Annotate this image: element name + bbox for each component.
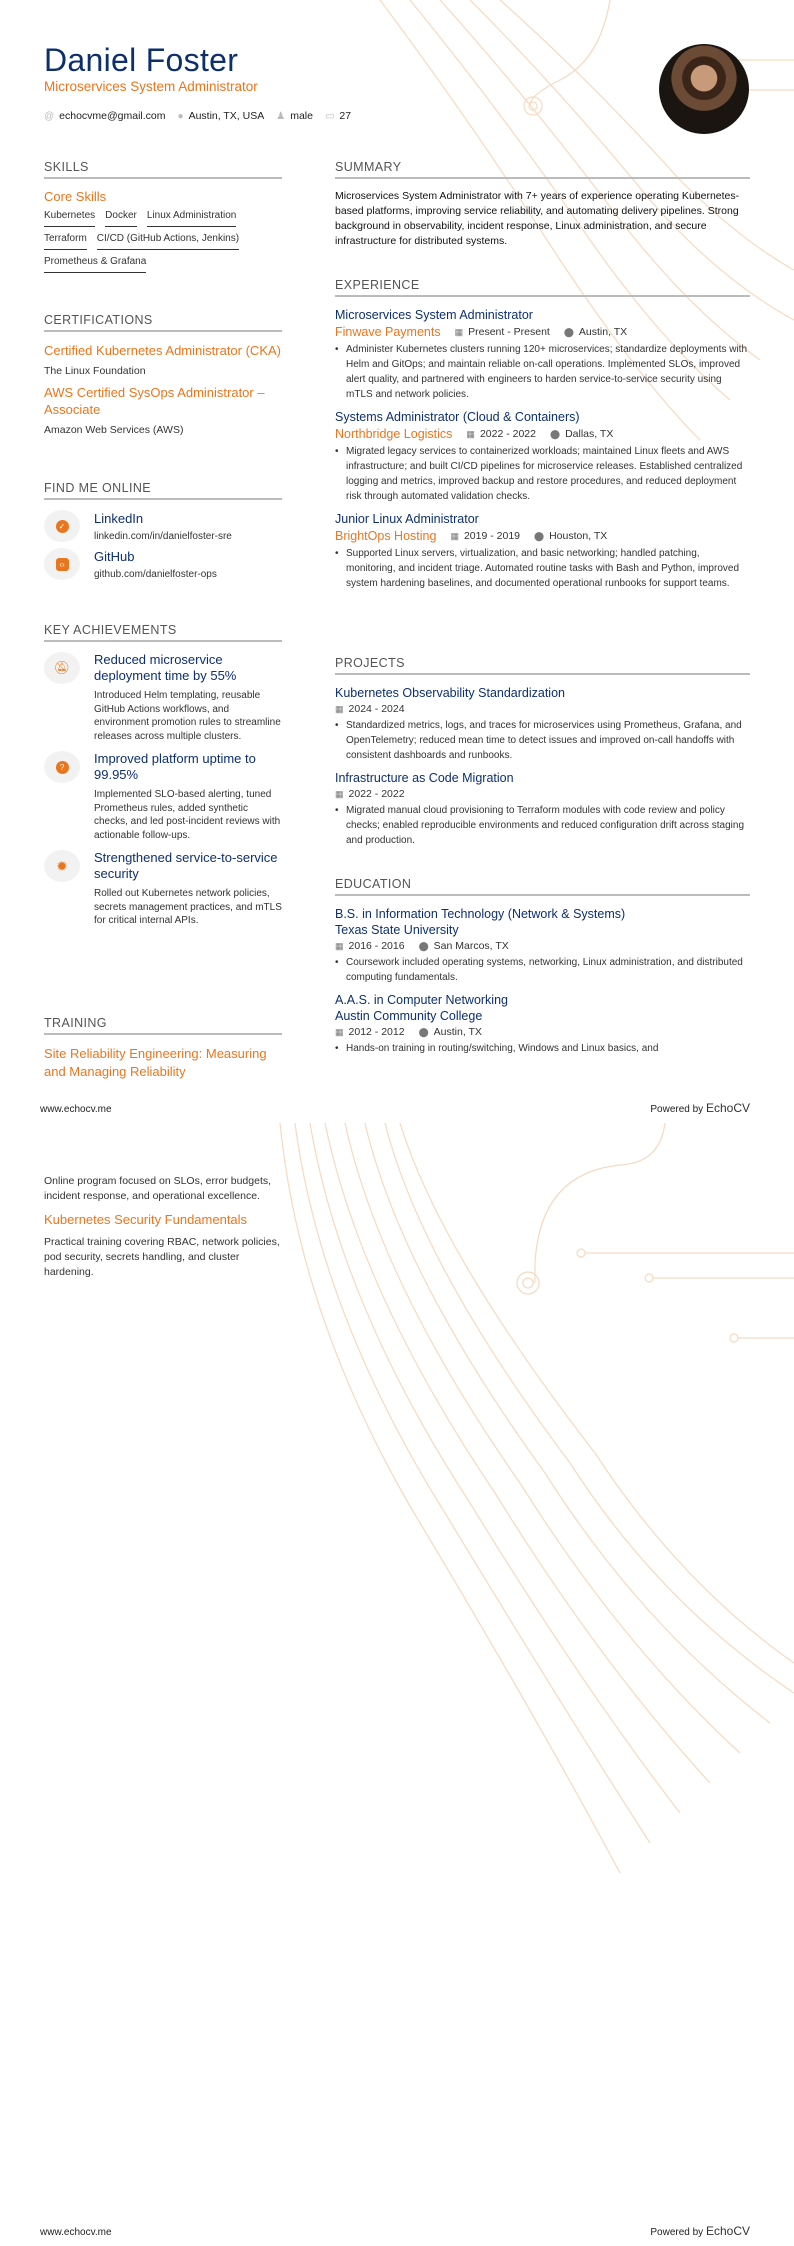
github-icon: ‹› (56, 558, 69, 571)
footer-site-link[interactable]: www.echocv.me (40, 1104, 112, 1115)
skill-tag: CI/CD (GitHub Actions, Jenkins) (97, 233, 239, 250)
cert-issuer: The Linux Foundation (44, 365, 146, 377)
school: Texas State University (335, 923, 459, 937)
achievement-item (44, 850, 282, 928)
link-url[interactable]: linkedin.com/in/danielfoster-sre (94, 531, 232, 542)
online-section (44, 481, 282, 586)
achievement-title: Strengthened service-to-service security (94, 850, 278, 881)
job-entry (335, 511, 750, 591)
location-pin-icon: ⬤ (563, 327, 574, 337)
company: Finwave Payments (335, 325, 441, 339)
contact-email[interactable]: @ echocvme@gmail.com (44, 110, 166, 122)
at-icon: @ (44, 111, 55, 122)
section-heading: FIND ME ONLINE (44, 481, 282, 500)
training-section (44, 1016, 282, 1081)
project-bullet: • Standardized metrics, logs, and traces for microservices using Prometheus, Grafana, and OpenTelemetry; reduced mean time to detect issues and improved on-call handoffs with consistent dashboards and runbooks. (335, 718, 750, 763)
project-title: Infrastructure as Code Migration (335, 771, 514, 785)
location-pin-icon: ⬤ (534, 531, 545, 541)
question-icon: ? (56, 761, 69, 774)
achievement-item (44, 751, 282, 842)
powered-label: Powered by (650, 1104, 704, 1115)
training-title: Kubernetes Security Fundamentals (44, 1212, 248, 1227)
section-heading: PROJECTS (335, 656, 750, 675)
online-linkedin[interactable] (44, 510, 282, 542)
job-bullet: • Supported Linux servers, virtualization, and basic networking; handled patching, monitoring, and incident triage. Automated routine tasks with Bash and Python, improved system hardening baselines, and documented operational runbooks for support teams. (335, 546, 750, 591)
link-name[interactable]: LinkedIn (94, 511, 144, 526)
project-title: Kubernetes Observability Standardization (335, 686, 565, 700)
achievement-title: Improved platform uptime to 99.95% (94, 751, 256, 782)
calendar-icon: ▦ (450, 531, 459, 541)
achievement-item (44, 652, 282, 743)
calendar-icon: ▦ (335, 941, 344, 951)
brand-name: EchoCV (705, 1101, 750, 1115)
linkedin-icon: ✓ (56, 520, 69, 533)
skills-section (44, 160, 282, 273)
job-title: Microservices System Administrator (335, 308, 533, 322)
skill-tag: Docker (105, 210, 137, 227)
location-pin-icon: ⬤ (418, 941, 429, 951)
section-heading: SKILLS (44, 160, 282, 179)
section-heading: CERTIFICATIONS (44, 313, 282, 332)
skill-tag: Terraform (44, 233, 87, 250)
projects-section (335, 656, 750, 855)
brand-name: EchoCV (705, 2224, 750, 2238)
online-github[interactable] (44, 548, 282, 580)
project-entry (335, 770, 750, 848)
company: Northbridge Logistics (335, 427, 453, 441)
skill-tags (44, 210, 282, 273)
footer-powered-by[interactable] (650, 1101, 750, 1115)
bell-slash-icon: 🔕︎ (53, 660, 71, 675)
job-dates: 2022 - 2022 (479, 428, 536, 440)
summary-section (335, 160, 750, 249)
section-heading: EDUCATION (335, 877, 750, 896)
project-entry (335, 685, 750, 763)
job-entry (335, 307, 750, 402)
icon-badge (44, 510, 80, 542)
cert-name: Certified Kubernetes Administrator (CKA) (44, 343, 281, 358)
degree: B.S. in Information Technology (Network & Systems) (335, 907, 626, 921)
skill-tag: Kubernetes (44, 210, 95, 227)
job-dates: 2019 - 2019 (463, 530, 521, 542)
icon-badge (44, 850, 80, 882)
skill-tag: Prometheus & Grafana (44, 256, 146, 273)
icon-badge (44, 548, 80, 580)
achievement-title: Reduced microservice deployment time by 55% (94, 652, 237, 683)
edu-location: Austin, TX (433, 1026, 482, 1038)
education-entry (335, 992, 750, 1056)
job-location: Dallas, TX (565, 428, 614, 440)
section-heading: TRAINING (44, 1016, 282, 1035)
degree: A.A.S. in Computer Networking (335, 993, 508, 1007)
contact-row (44, 110, 351, 122)
calendar-icon: ▦ (466, 429, 475, 439)
project-bullet: • Migrated manual cloud provisioning to Terraform modules with code review and policy checks; enabled reproducible environments and reduced configuration drift across staging and production. (335, 803, 750, 848)
powered-label: Powered by (650, 2227, 704, 2238)
cert-name: AWS Certified SysOps Administrator – Associate (44, 385, 265, 417)
job-location: Austin, TX (578, 326, 628, 338)
training-title: Site Reliability Engineering: Measuring and Managing Reliability (44, 1046, 267, 1079)
summary-text: Microservices System Administrator with 7+ years of experience operating Kubernetes-based platforms, improving service reliability, and automating delivery pipelines. Strong background in observability, incident response, Linux administration, and secure infrastructure for distributed systems. (335, 190, 740, 247)
candidate-name: Daniel Foster (44, 42, 239, 78)
training-continued (44, 1168, 282, 1287)
edu-location: San Marcos, TX (433, 940, 509, 952)
achievement-desc: Rolled out Kubernetes network policies, secrets management practices, and mTLS for critical internal APIs. (94, 888, 282, 926)
edu-bullet: • Coursework included operating systems, networking, Linux administration, and distributed computing fundamentals. (335, 955, 750, 985)
skill-group-title: Core Skills (44, 189, 107, 204)
project-dates: 2024 - 2024 (348, 703, 405, 715)
edu-dates: 2012 - 2012 (348, 1026, 405, 1038)
education-entry (335, 906, 750, 985)
gear-icon: ✹ (56, 857, 68, 874)
edu-dates: 2016 - 2016 (348, 940, 405, 952)
calendar-icon: ▦ (335, 789, 344, 799)
user-icon: ♟ (276, 111, 286, 122)
location-pin-icon: ⬤ (550, 429, 561, 439)
project-dates: 2022 - 2022 (348, 788, 405, 800)
job-title: Systems Administrator (Cloud & Containers) (335, 410, 580, 424)
school: Austin Community College (335, 1009, 483, 1023)
company: BrightOps Hosting (335, 529, 437, 543)
education-section (335, 877, 750, 1063)
job-location: Houston, TX (549, 530, 608, 542)
achievements-section (44, 623, 282, 936)
decorative-curves (0, 1123, 794, 2246)
location-pin-icon: ● (177, 111, 184, 122)
link-name[interactable]: GitHub (94, 549, 135, 564)
job-dates: Present - Present (468, 326, 550, 338)
achievement-desc: Introduced Helm templating, reusable GitHub Actions workflows, and environment promotion rules to streamline releases across multiple clusters. (94, 690, 281, 742)
experience-section (335, 278, 750, 598)
avatar (659, 44, 749, 134)
job-bullet: • Migrated legacy services to containerized workloads; maintained Linux fleets and AWS infrastructure; and built CI/CD pipelines for microservice releases. Established centralized logging and metrics, improved backup and restore procedures, and reduced deployment risk through automated validation checks. (335, 444, 750, 504)
contact-gender: ♟ male (276, 110, 313, 122)
calendar-icon: ▦ (335, 704, 344, 714)
section-heading: EXPERIENCE (335, 278, 750, 297)
location-pin-icon: ⬤ (418, 1027, 429, 1037)
section-heading: KEY ACHIEVEMENTS (44, 623, 282, 642)
icon-badge (44, 751, 80, 783)
calendar-icon: ▦ (454, 327, 464, 337)
achievement-desc: Implemented SLO-based alerting, tuned Prometheus rules, added synthetic checks, and led post-incident reviews with actionable follow-ups. (94, 789, 281, 841)
job-entry (335, 409, 750, 504)
contact-age: ▭ 27 (324, 110, 352, 122)
cert-issuer: Amazon Web Services (AWS) (44, 424, 184, 436)
training-desc: Online program focused on SLOs, error budgets, incident response, and operational excellence. (44, 1175, 272, 1202)
job-bullet: • Administer Kubernetes clusters running 120+ microservices; standardize deployments with Helm and GitOps; and maintain reliable on-call operations. Implemented SLOs, improved alert quality, and partnered with engineers to harden service-to-service security using mTLS and network policies. (335, 342, 750, 402)
footer-site-link[interactable]: www.echocv.me (40, 2227, 112, 2238)
candidate-title: Microservices System Administrator (44, 79, 258, 94)
certifications-section (44, 313, 282, 443)
skill-tag: Linux Administration (147, 210, 237, 227)
contact-location: ● Austin, TX, USA (177, 110, 265, 122)
edu-bullet: • Hands-on training in routing/switching, Windows and Linux basics, and (335, 1041, 750, 1056)
job-title: Junior Linux Administrator (335, 512, 479, 526)
resume-page-2 (0, 1123, 794, 2246)
calendar-icon: ▦ (335, 1027, 344, 1037)
link-url[interactable]: github.com/danielfoster-ops (94, 569, 217, 580)
footer-powered-by[interactable] (650, 2224, 750, 2238)
calendar-icon: ▭ (324, 111, 335, 122)
icon-badge (44, 652, 80, 684)
training-desc: Practical training covering RBAC, network policies, pod security, secrets handling, and cluster hardening. (44, 1236, 280, 1278)
section-heading: SUMMARY (335, 160, 750, 179)
